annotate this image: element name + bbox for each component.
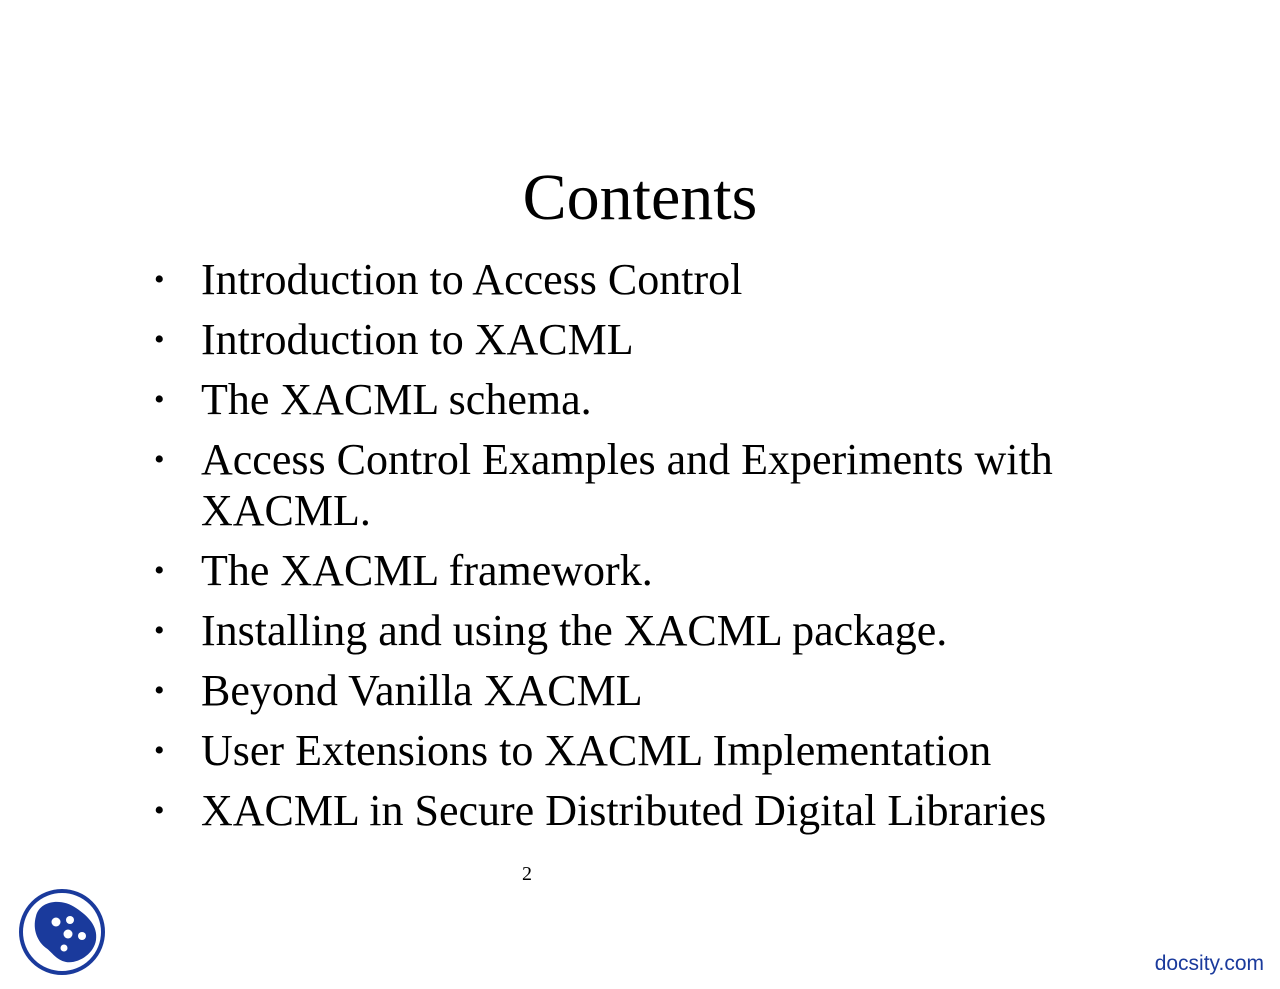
list-item: • User Extensions to XACML Implementation xyxy=(152,725,1152,776)
contents-list xyxy=(152,254,1152,845)
slide-title: Contents xyxy=(522,161,758,234)
list-item: • Beyond Vanilla XACML xyxy=(152,665,1152,716)
list-item: • Access Control Examples and Experiments with XACML. xyxy=(152,434,1152,536)
list-item: • The XACML schema. xyxy=(152,374,1152,425)
list-item: • Installing and using the XACML package. xyxy=(152,605,1152,656)
docsity-site-link[interactable]: docsity.com xyxy=(1154,952,1264,975)
list-item: • Introduction to XACML xyxy=(152,314,1152,365)
page-number: 2 xyxy=(522,863,532,885)
docsity-logo-icon[interactable] xyxy=(18,888,106,976)
list-item: • XACML in Secure Distributed Digital Libraries xyxy=(152,785,1152,836)
list-item: • Introduction to Access Control xyxy=(152,254,1152,305)
list-item: • The XACML framework. xyxy=(152,545,1152,596)
